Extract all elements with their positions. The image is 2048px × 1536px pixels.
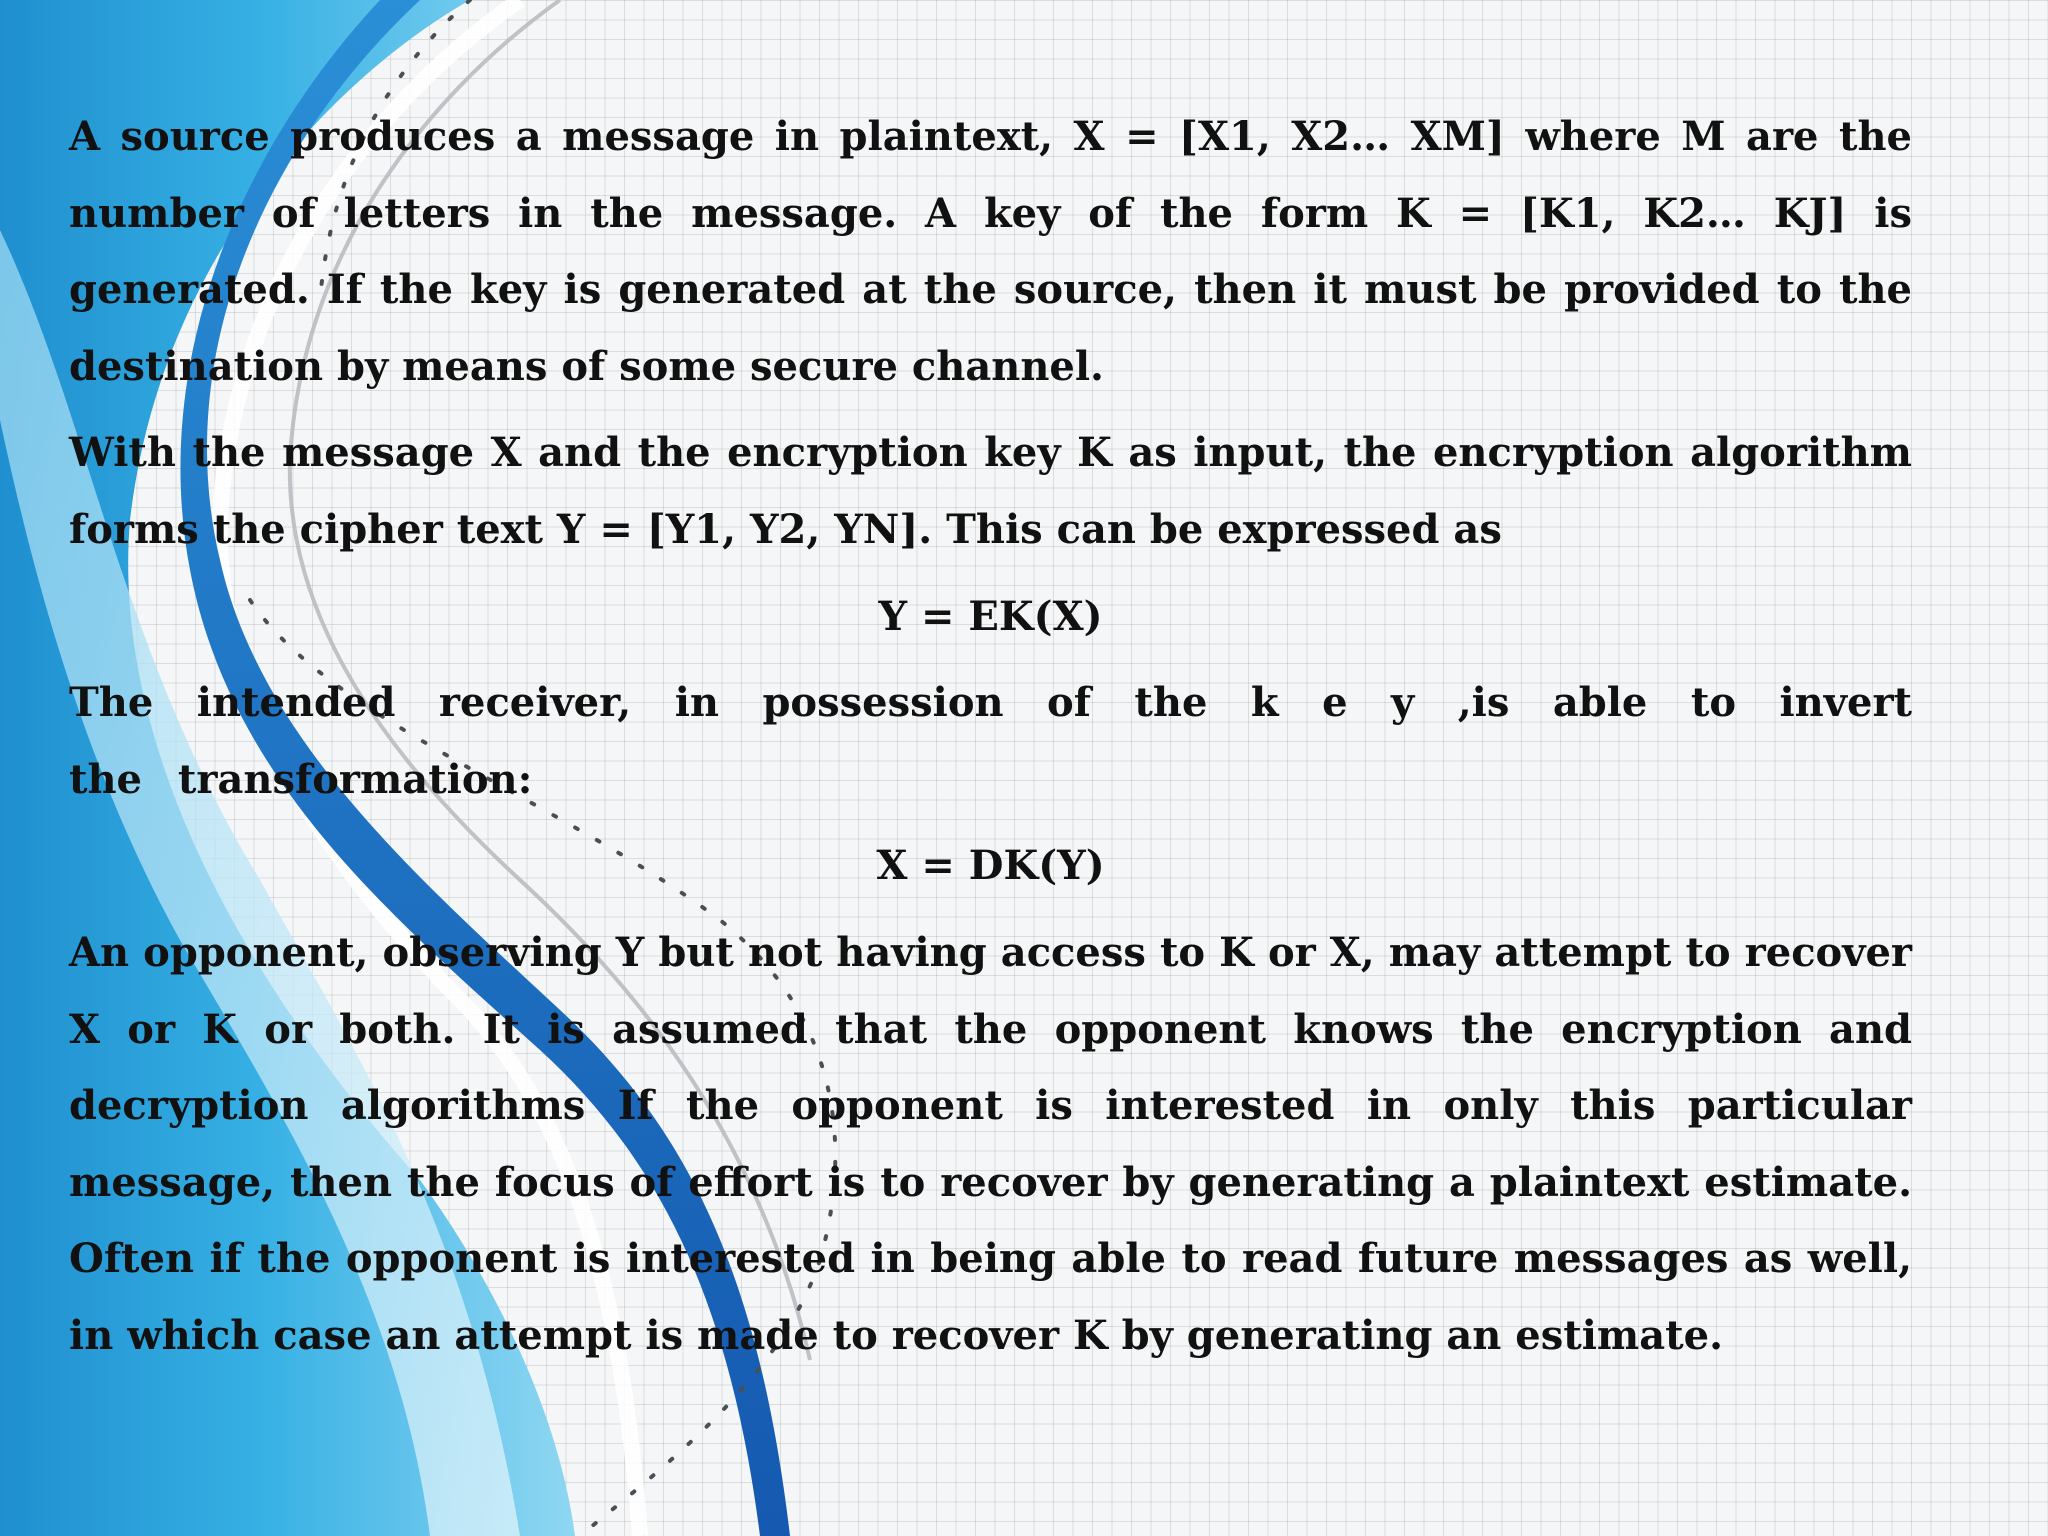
paragraph-plaintext-source: A source produces a message in plaintext, X = [X1, X2… XM] where M are the number of letters in the message. A key of the form K = [K1, K2… KJ] is generated. If the key is generated at the source, then it must be provided to the destination by means of some secure channel. (69, 113, 1912, 390)
paragraph-opponent: An opponent, observing Y but not having access to K or X, may attempt to recover X or K or both. It is assumed that the opponent knows the encryption and decryption algorithms If the opponent is interested in only this particular message, then the focus of effort is to recover by generating a plaintext estimate. Often if the opponent is interested in being able to read future messages as well, in which case an attempt is made to recover K by generating an estimate. (69, 928, 1912, 1359)
paragraph-intended-receiver: The intended receiver, in possession of the k e y ,is able to invert the transformation: (69, 679, 1912, 803)
equation-encryption: Y = EK(X) (878, 592, 1103, 640)
paragraph-encryption-algorithm: With the message X and the encryption key K as input, the encryption algorithm forms the cipher text Y = [Y1, Y2, YN]. This can be expressed as (69, 429, 1912, 553)
equation-decryption: X = DK(Y) (876, 842, 1105, 890)
slide-content (69, 99, 1912, 1375)
